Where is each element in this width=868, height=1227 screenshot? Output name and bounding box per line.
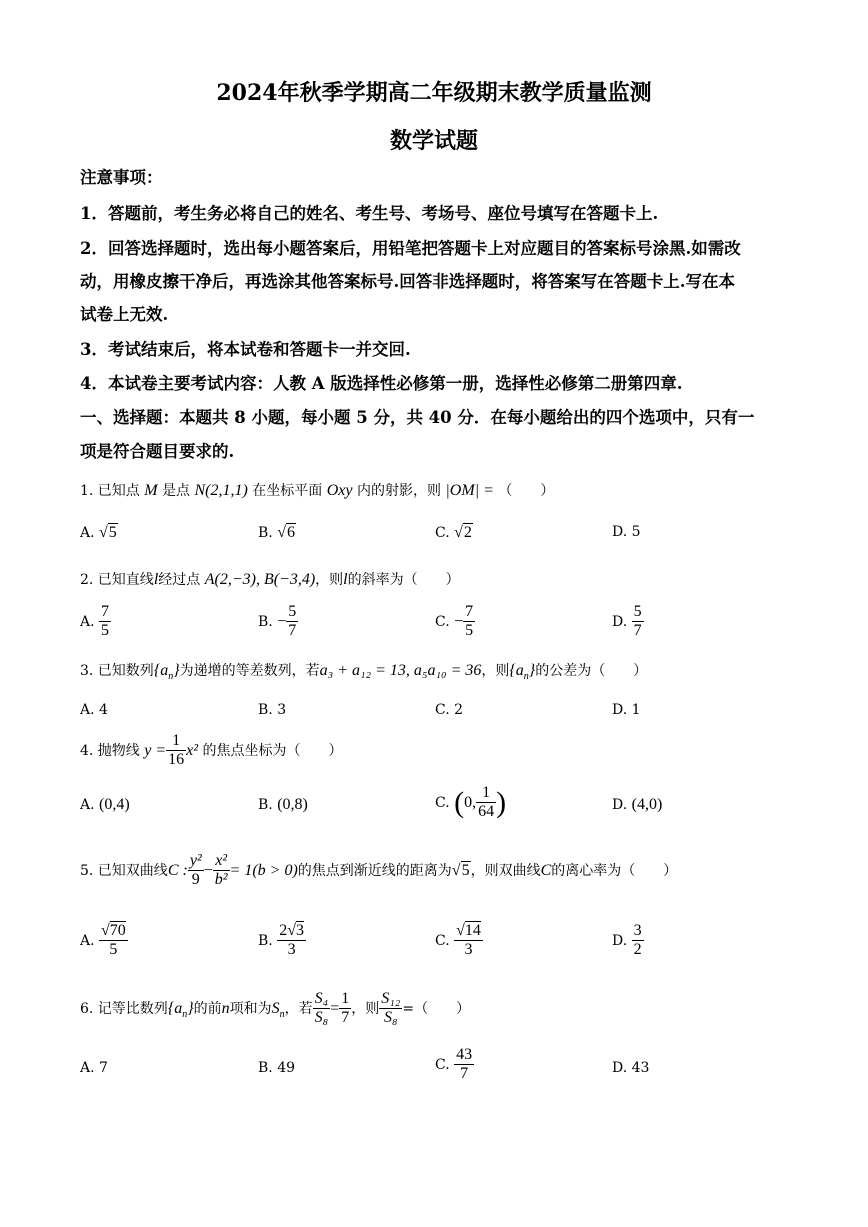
- q1-paren: （ ）: [498, 483, 555, 499]
- q2-line-l2: l: [343, 571, 348, 588]
- q4-option-d-label: D.: [612, 797, 628, 813]
- q4-option-c-frac: [476, 784, 496, 822]
- q4-option-c-label: C.: [435, 794, 450, 811]
- q6-f2-den: 7: [341, 1009, 350, 1027]
- q5-a-num: √70: [99, 922, 128, 941]
- q1-option-c: [435, 524, 473, 542]
- q5-option-b: [258, 922, 306, 960]
- q3-pre: 3. 已知数列: [80, 663, 154, 679]
- q5-mid: 的焦点到渐近线的距离为: [297, 862, 452, 879]
- q6-s: S: [271, 999, 280, 1017]
- q5-mid2: ，则双曲线: [470, 862, 541, 879]
- q5-term2-num: x²: [213, 852, 230, 871]
- q5-sqrt: √5: [451, 861, 470, 879]
- q5-option-b-label: B.: [258, 932, 273, 949]
- note-line-6: 4．本试卷主要考试内容：人教 A 版选择性必修第一册，选择性必修第二册第四章.: [80, 374, 683, 393]
- q4-option-c: [435, 784, 506, 822]
- q6-f2-num: 1: [339, 990, 351, 1009]
- q2-option-d-frac: [632, 603, 644, 641]
- q2-option-c-label: C.: [435, 613, 450, 630]
- q5-option-b-frac: [277, 922, 306, 960]
- note-line-1: 1．答题前，考生务必将自己的姓名、考生号、考场号、座位号填写在答题卡上.: [80, 204, 659, 223]
- q1-option-c-math: √2: [454, 524, 472, 541]
- q6-mid3: ，若: [284, 1000, 313, 1017]
- q6-s-sub: n: [279, 1009, 285, 1021]
- q5-option-d-frac: [632, 922, 644, 960]
- q6-c-num: 43: [454, 1046, 474, 1065]
- note-line-4: 试卷上无效.: [80, 305, 169, 324]
- q6-end: =（ ）: [402, 1000, 471, 1017]
- question-6: [80, 990, 470, 1028]
- q1-option-b: [258, 524, 296, 542]
- q2-pre: 2. 已知直线: [80, 572, 154, 588]
- q2-mid2: ，则: [315, 572, 344, 588]
- q6-eq: =: [330, 999, 340, 1017]
- q5-end: 的离心率为（ ）: [551, 862, 678, 879]
- q5-b-radicand: 3: [295, 922, 304, 939]
- q5-d-num: 3: [632, 922, 644, 941]
- q3-mid: 为递增的等差数列，若: [179, 663, 320, 679]
- q3-seq-sub: n: [168, 671, 174, 683]
- q1-point-m: M: [144, 482, 158, 499]
- q1-mid: 是点: [162, 483, 191, 499]
- q4-eq-right: x²: [186, 741, 199, 759]
- q2-a-den: 5: [101, 622, 110, 640]
- q2-option-d: [612, 603, 644, 641]
- q6-mid: 的前: [193, 1000, 222, 1017]
- q5-option-d: [612, 922, 644, 960]
- q2-option-c-frac: [463, 603, 475, 641]
- q3-option-d: D. 1: [612, 702, 641, 718]
- q6-seq-open: {a: [167, 999, 183, 1017]
- q3-option-b: B. 3: [258, 702, 287, 718]
- q3-end: 的公差为（ ）: [535, 663, 648, 679]
- q2-option-a-label: A.: [80, 613, 95, 630]
- q1-option-b-radicand: 6: [286, 524, 295, 541]
- q1-option-a-radicand: 5: [108, 524, 117, 541]
- q2-option-b-frac: [286, 603, 298, 641]
- q4-c-rparen: ): [496, 785, 507, 819]
- q6-option-d: D. 43: [612, 1060, 650, 1076]
- q5-option-a-frac: [99, 922, 128, 960]
- q6-frac-1: [313, 990, 331, 1028]
- q1-point-n: N(2,1,1): [194, 482, 248, 499]
- q1-option-b-math: √6: [277, 524, 295, 541]
- q2-b-den: 7: [288, 622, 297, 640]
- q4-eq-den: 16: [168, 751, 185, 769]
- q2-d-num: 5: [632, 603, 644, 622]
- q6-mid2: 项和为: [229, 1000, 272, 1017]
- q4-c-num: 1: [476, 784, 496, 803]
- q6-frac-2: [339, 990, 351, 1028]
- question-5: [80, 852, 677, 890]
- q6-f1-den: S₈: [314, 1009, 329, 1027]
- q4-eq-frac: [166, 732, 186, 770]
- exam-title: 2024年秋季学期高二年级期末教学质量监测: [216, 80, 652, 106]
- q5-term1-num: y²: [188, 852, 204, 871]
- q4-c-den: 64: [478, 803, 495, 821]
- q6-pre: 6. 记等比数列: [80, 1000, 168, 1017]
- q2-c-den: 5: [465, 622, 474, 640]
- q2-end: 的斜率为（ ）: [347, 572, 460, 588]
- q2-d-den: 7: [633, 622, 642, 640]
- q5-pre: 5. 已知双曲线: [80, 862, 168, 879]
- question-2: [80, 569, 460, 589]
- q5-term1-den: 9: [191, 871, 200, 889]
- q6-seq-sub: n: [182, 1009, 188, 1021]
- q5-c-num: √14: [454, 922, 483, 941]
- q6-f1-num: S₄: [313, 990, 331, 1009]
- q3-seq2-open: {a: [509, 662, 524, 679]
- q1-pre: 1. 已知点: [80, 483, 140, 499]
- q5-rest: = 1(b > 0): [229, 861, 298, 879]
- exam-subtitle: 数学试题: [389, 128, 478, 154]
- q5-option-c-label: C.: [435, 932, 450, 949]
- q4-eq-num: 1: [166, 732, 186, 751]
- q4-pre: 4. 抛物线: [80, 742, 140, 759]
- q1-option-a-math: √5: [99, 524, 117, 541]
- q4-option-a-label: A.: [80, 797, 95, 813]
- q3-option-c: C. 2: [435, 702, 464, 718]
- q5-term2: [213, 852, 230, 890]
- note-line-5: 3．考试结束后，将本试卷和答题卡一并交回.: [80, 340, 411, 359]
- q3-seq2-sub: n: [523, 671, 529, 683]
- q5-option-c-frac: [454, 922, 483, 960]
- q1-mid2: 在坐标平面: [252, 483, 323, 499]
- q4-option-b: [258, 796, 308, 814]
- q3-condition: a₃ + a₁₂ = 13, a₅a₁₀ = 36: [319, 662, 482, 679]
- q5-b-num: 2√3: [277, 922, 306, 941]
- q3-seq-open: {a: [153, 662, 169, 679]
- q2-mid: 经过点: [158, 572, 201, 588]
- q5-term2-den: b²: [214, 871, 228, 889]
- q6-f3-num: S₁₂: [379, 990, 402, 1009]
- q3-seq: [153, 662, 180, 683]
- q5-option-c: [435, 922, 483, 960]
- q6-seq: [167, 999, 194, 1021]
- q2-option-a: [80, 603, 111, 641]
- q6-option-c-label: C.: [435, 1056, 450, 1073]
- q5-minus: −: [203, 861, 213, 879]
- q4-option-b-value: (0,8): [277, 796, 308, 813]
- q1-expr: |OM| =: [445, 482, 494, 499]
- q4-option-a: [80, 796, 130, 814]
- q2-c-sign: −: [454, 612, 464, 630]
- q5-option-a-label: A.: [80, 932, 95, 949]
- q3-option-a: A. 4: [80, 702, 108, 718]
- section-line-1: 一、选择题：本题共 8 小题，每小题 5 分，共 40 分．在每小题给出的四个选项中，只有一: [80, 408, 755, 427]
- q1-option-b-label: B.: [258, 525, 273, 541]
- q4-c-lparen: (: [454, 785, 465, 819]
- q2-b-sign: −: [277, 612, 287, 630]
- q4-c-pre: 0,: [464, 793, 477, 811]
- q6-option-c-frac: [454, 1046, 474, 1084]
- q4-eq-left: y =: [144, 741, 167, 759]
- q2-b-num: 5: [286, 603, 298, 622]
- q6-seq-close: }: [187, 999, 194, 1017]
- q5-a-radicand: 70: [109, 922, 126, 939]
- q5-term1: [188, 852, 204, 890]
- q1-option-a: [80, 524, 118, 542]
- q2-option-d-label: D.: [612, 613, 628, 630]
- q6-c-den: 7: [460, 1065, 469, 1083]
- q2-line-l: l: [153, 571, 159, 588]
- q6-sn: [271, 999, 285, 1021]
- q1-plane: Oxy: [326, 482, 353, 499]
- q5-a-den: 5: [109, 941, 118, 959]
- q4-option-d: [612, 796, 662, 814]
- q3-seq-close: }: [173, 662, 180, 679]
- q6-option-a: A. 7: [80, 1060, 108, 1076]
- note-line-2: 2．回答选择题时，选出每小题答案后，用铅笔把答题卡上对应题目的答案标号涂黑.如需改: [80, 239, 741, 258]
- notes-heading: 注意事项：: [80, 168, 163, 187]
- q3-mid2: ，则: [481, 663, 510, 679]
- q6-n: n: [221, 999, 230, 1017]
- q2-points: A(2,−3), B(−3,4): [204, 571, 316, 588]
- q1-mid3: 内的射影，则: [356, 483, 441, 499]
- question-1: [80, 480, 554, 500]
- q5-d-den: 2: [633, 941, 642, 959]
- q6-frac-3: [379, 990, 402, 1028]
- q2-option-c: [435, 603, 475, 641]
- q2-a-num: 7: [99, 603, 111, 622]
- question-4: [80, 732, 343, 770]
- q5-option-d-label: D.: [612, 932, 628, 949]
- question-3: [80, 660, 647, 682]
- q6-option-c: [435, 1046, 474, 1084]
- q4-option-b-label: B.: [258, 797, 273, 813]
- q2-option-a-frac: [99, 603, 111, 641]
- q2-option-b-label: B.: [258, 613, 273, 630]
- q4-option-a-value: (0,4): [99, 796, 130, 813]
- q1-option-c-radicand: 2: [463, 524, 472, 541]
- q6-option-b: B. 49: [258, 1060, 296, 1076]
- q3-seq-2: [509, 662, 536, 683]
- q6-mid4: ，则: [351, 1000, 380, 1017]
- q2-c-num: 7: [463, 603, 475, 622]
- q5-c-den: 3: [464, 941, 473, 959]
- q5-option-a: [80, 922, 128, 960]
- q5-b-coef: 2: [279, 922, 288, 939]
- q5-c-radicand: 14: [464, 922, 481, 939]
- q5-c2: C: [540, 861, 552, 879]
- q1-option-d: D. 5: [612, 524, 641, 540]
- q1-option-a-label: A.: [80, 525, 95, 541]
- q5-b-den: 3: [287, 941, 296, 959]
- q5-radicand: 5: [461, 861, 470, 879]
- q6-f3-den: S₈: [384, 1009, 398, 1027]
- q1-option-c-label: C.: [435, 525, 450, 541]
- q5-c: C :: [167, 861, 188, 879]
- q2-option-b: [258, 603, 298, 641]
- q4-end: 的焦点坐标为（ ）: [202, 742, 343, 759]
- section-line-2: 项是符合题目要求的.: [80, 442, 235, 461]
- q4-option-d-value: (4,0): [631, 796, 663, 813]
- note-line-3: 动，用橡皮擦干净后，再选涂其他答案标号.回答非选择题时，将答案写在答题卡上.写在本: [80, 272, 735, 291]
- q3-seq2-close: }: [528, 662, 536, 679]
